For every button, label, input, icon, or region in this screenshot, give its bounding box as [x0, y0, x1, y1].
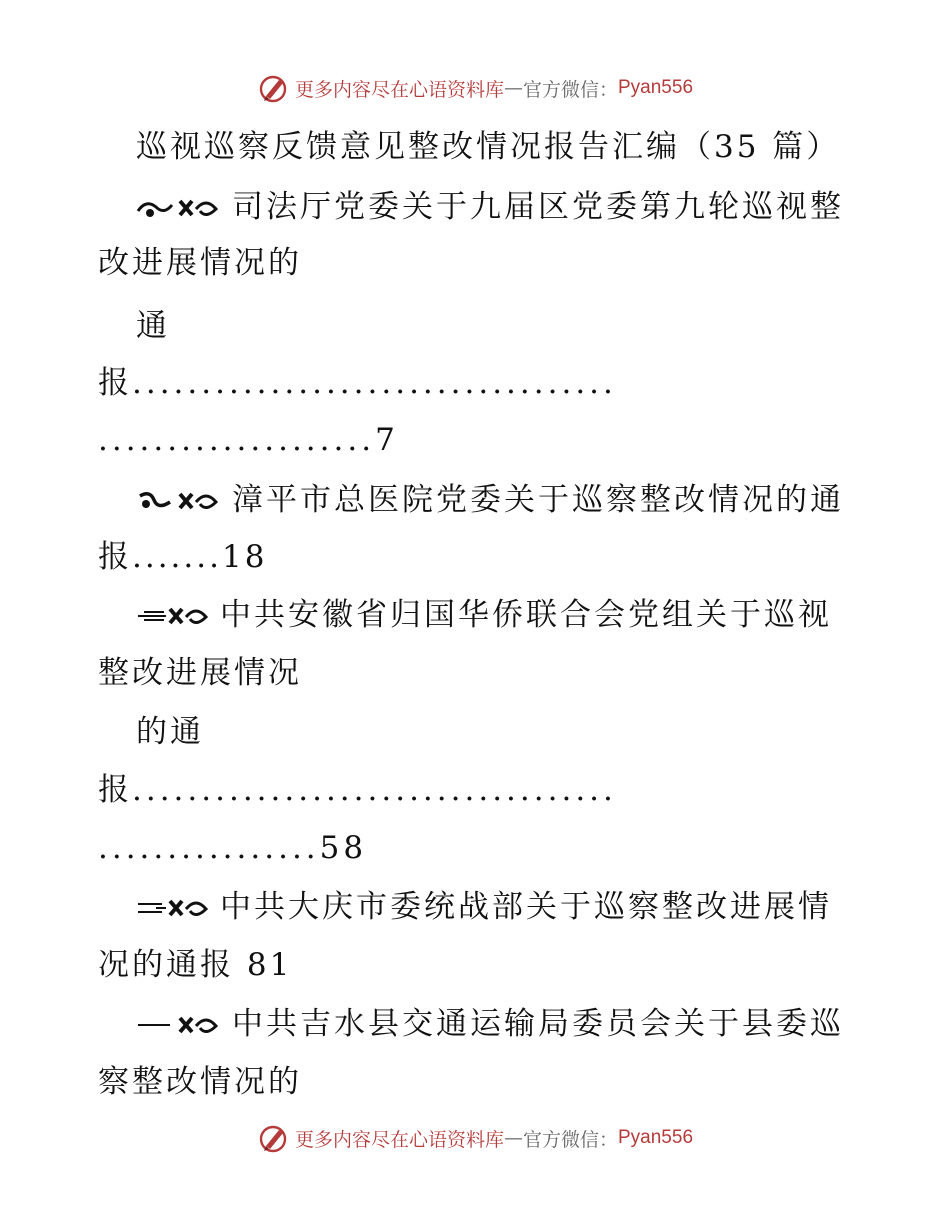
toc-entry-1-line2: 改进展情况的	[98, 245, 302, 281]
toc-entry-2-line2: 报.......18	[98, 539, 268, 575]
header-banner	[0, 72, 950, 104]
toc-entry-1-line1	[136, 187, 950, 227]
toc-entry-1-line4-head: 报	[98, 365, 132, 401]
toc-entry-3-line2: 整改进展情况	[98, 655, 302, 691]
document-title: 巡视巡察反馈意见整改情况报告汇编（35 篇）	[136, 129, 841, 165]
toc-entry-2-title: 漳平市总医院党委关于巡察整改情况的通	[232, 482, 844, 518]
toc-entry-3-line4-head: 报	[98, 772, 132, 808]
toc-entry-3-page: ................58	[98, 830, 368, 866]
toc-entry-2-line1	[136, 480, 950, 520]
footer-site-name: 更多内容尽在心语资料库	[294, 1128, 504, 1151]
footer-banner	[0, 1122, 950, 1154]
pen-logo-icon	[257, 1122, 289, 1154]
toc-entry-3-line1	[136, 595, 950, 635]
footer-wechat-label: 官方微信：	[522, 1128, 618, 1151]
footer-wechat-id: Pyan556	[618, 1127, 694, 1148]
header-wechat-label: 官方微信：	[522, 78, 618, 101]
toc-entry-1-page: ....................7	[98, 422, 399, 458]
toc-entry-1-title: 司法厅党委关于九届区党委第九轮巡视整	[232, 189, 844, 225]
header-site-name: 更多内容尽在心语资料库	[294, 78, 504, 101]
toc-entry-4-title: 中共大庆市委统战部关于巡察整改进展情	[220, 889, 832, 925]
pen-logo-icon	[257, 72, 289, 104]
ornament-icon	[136, 895, 208, 921]
toc-entry-4-line2: 况的通报 81	[98, 947, 293, 983]
toc-entry-3-leader-dots: ...................................	[132, 772, 617, 808]
toc-entry-5-line2: 察整改情况的	[98, 1064, 302, 1100]
toc-entry-5-title: 中共吉水县交通运输局委员会关于县委巡	[232, 1006, 844, 1042]
toc-entry-3-line4	[98, 770, 950, 810]
header-dash: —	[503, 77, 523, 99]
toc-entry-1-line4	[98, 363, 950, 403]
toc-entry-4-line1	[136, 887, 950, 927]
toc-entry-1-line3: 通	[136, 308, 170, 344]
ornament-icon	[136, 195, 220, 221]
header-wechat-id: Pyan556	[618, 77, 694, 98]
toc-entry-3-title: 中共安徽省归国华侨联合会党组关于巡视	[220, 597, 832, 633]
ornament-icon	[136, 488, 220, 514]
toc-entry-3-line3: 的通	[136, 714, 204, 750]
footer-dash: —	[503, 1127, 523, 1149]
ornament-icon	[136, 603, 208, 629]
ornament-icon	[136, 1012, 220, 1038]
toc-entry-1-leader-dots: ...................................	[132, 365, 617, 401]
toc-entry-5-line1	[136, 1004, 950, 1044]
